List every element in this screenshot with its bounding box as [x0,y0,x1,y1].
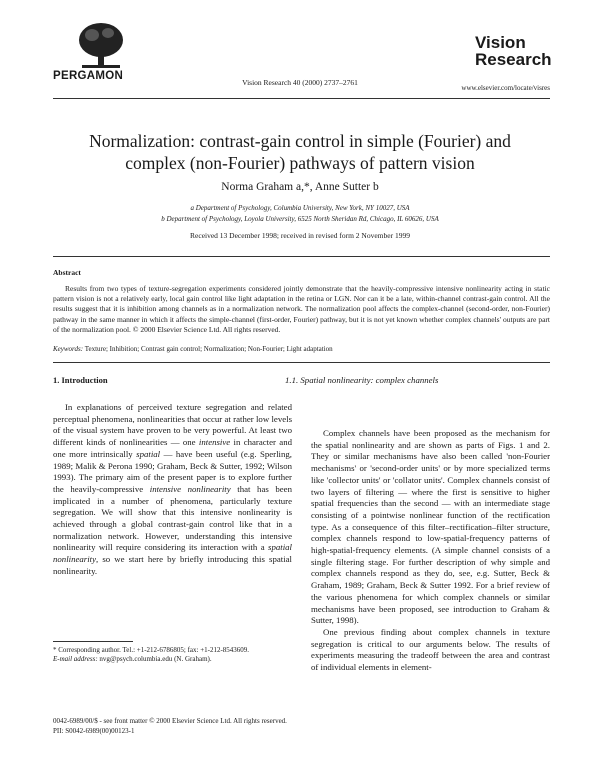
copyright-footer: 0042-6989/00/$ - see front matter © 2000 Elsevier Science Ltd. All rights reserved. PII: S0042-6989(00)00123-1 [53,717,287,735]
journal-logo-text: Vision Research [475,33,552,69]
abstract-heading: Abstract [53,268,81,277]
footnote-rule [53,641,133,642]
elsevier-tree-logo [70,20,132,70]
section-heading-introduction: 1. Introduction [53,375,108,385]
journal-url[interactable]: www.elsevier.com/locate/visres [461,84,550,92]
subsection-heading-spatial-nonlinearity: 1.1. Spatial nonlinearity: complex channels [285,375,439,385]
article-title: Normalization: contrast-gain control in simple (Fourier) and complex (non-Fourier) pathways of pattern vision [89,131,511,173]
email-link[interactable]: nvg@psych.columbia.edu (N. Graham). [97,655,212,663]
authors: Norma Graham a,*, Anne Sutter b [221,181,379,193]
keywords: Keywords: Texture; Inhibition; Contrast gain control; Normalization; Non-Fourier; Light adaptation [53,345,333,353]
paragraph: In explanations of perceived texture segregation and related perceptual phenomena, nonlinearities that occur at rather low levels of the visual system have proven to be very powerful. At least two different kinds of nonlinearities — one intensive in character and one more intrinsically spatial — have been useful (e.g. Sperling, 1989; Malik & Perona 1990; Graham, Beck & Sutter, 1992; Wilson 1993). The primary aim of the present paper is to explore further the heavily-compressive intensive nonlinearity that has been implicated in a number of phenomena, particularly texture segregation. We will show that this intensive nonlinearity is achieved through a global contrast-gain control like that in a normalization network. However, understanding this intensive nonlinearity will require considering its interaction with a spatial nonlinearity, so we start here by briefly introducing this spatial nonlinearity. [53,402,292,576]
journal-citation: Vision Research 40 (2000) 2737–2761 [242,78,358,87]
abstract-text: Results from two types of texture-segregation experiments considered jointly demonstrate that the heavily-compressive intensive nonlinearity acting in static pattern vision is not a relatively early, local gain control like light adaptation in the retina or LGN. Nor can it be a late, within-channel contrast-gain control. All the results suggest that it is inhibition among channels as in a normalization network. The normalization pool affects the complex-channel (second-order, non-Fourier) pathway in the same manner in which it affects the simple-channel (first-order, Fourier) pathway, but it is not yet known whether complex channels' outputs are part of the normalization pool. © 2000 Elsevier Science Ltd. All rights reserved. [53,284,550,334]
spatial-nonlinearity-body [311,428,550,674]
introduction-body [53,402,292,578]
footnote: * Corresponding author. Tel.: +1-212-6786805; fax: +1-212-8543609. E-mail address: nvg@psych.columbia.edu (N. Graham). [53,646,250,663]
affiliations: a Department of Psychology, Columbia University, New York, NY 10027, USA b Department of Psychology, Loyola University, 6525 North Sheridan Rd, Chicago, IL 60626, USA [161,204,439,223]
publisher-name: PERGAMON [53,70,124,82]
title-rule [53,256,550,257]
received-dates: Received 13 December 1998; received in revised form 2 November 1999 [190,231,410,240]
paragraph: One previous finding about complex channels in texture segregation is critical to our arguments below. The results of experiments measuring the tradeoff between the area and contrast of individual elements in element- [311,626,550,673]
paragraph: Complex channels have been proposed as the mechanism for the spatial nonlinearity and are shown as parts of Figs. 1 and 2. They or similar mechanisms have also been called 'non-Fourier mechanisms' or 'second-order units' or by more specialized terms like 'collector units' or 'collator units'. Complex channels consist of two layers of filtering — where the first is sensitive to higher spatial frequencies than the second — with an intermediate stage consisting of a pointwise nonlinear function of the rectification type. As a consequence of this filter–rectification–filter structure, complex channels respond to low-spatial-frequency patterns of high-spatial-frequency elements. (A simple channel consists of a single filtering stage. For further description of why simple and complex channels respond as they do, see, e.g. Sutter, Beck & Graham, 1989; Graham, Beck & Sutter 1992. For a brief review of the various phenomena for which complex channels or similar mechanisms have been proposed, see introduction to Graham & Sutter, 1998). [311,428,550,626]
header-rule [53,98,550,99]
abstract-rule [53,362,550,363]
